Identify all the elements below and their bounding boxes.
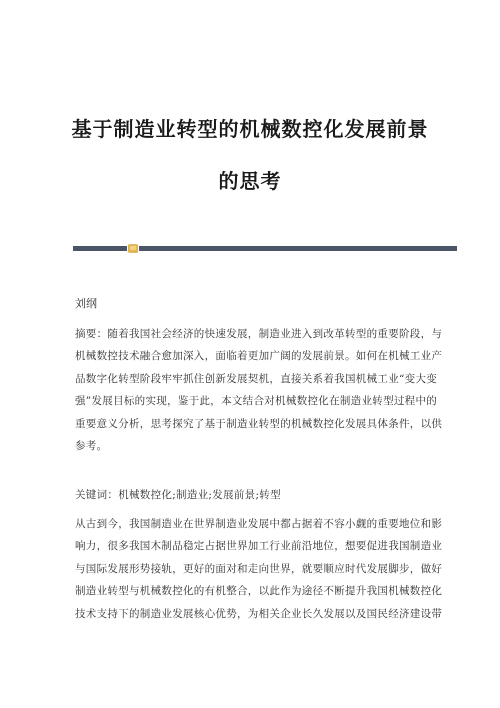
abstract-line: 重要意义分析，思考探究了基于制造业转型的机械数控化发展具体条件，以供 [75,417,443,430]
body-paragraph [75,513,443,625]
abstract-paragraph [75,323,443,457]
document-title-line-2: 的思考 [218,169,282,193]
author-name: 刘纲 [75,297,97,310]
keywords-text: 关键词：机械数控化;制造业;发展前景;转型 [75,489,281,501]
title-divider [73,246,457,251]
abstract-line: 摘要：随着我国社会经济的快速发展，制造业进入到改革转型的重要阶段，与 [75,328,443,340]
keywords-line [75,484,430,506]
body-line: 响力，很多我国木制品稳定占据世界加工行业前沿地位，想要促进我国制造业 [75,540,443,553]
divider-bar-left [73,246,127,251]
body-line: 制造业转型与机械数控化的有机整合，以此作为途径不断提升我国机械数控化 [75,585,443,598]
abstract-line: 机械数控技术融合愈加深入，面临着更加广阔的发展前景。如何在机械工业产 [75,350,443,363]
abstract-line: 强”发展目标的实现，鉴于此，本文结合对机械数控化在制造业转型过程中的 [75,395,438,408]
document-title-line-1: 基于制造业转型的机械数控化发展前景 [71,117,429,141]
body-line: 与国际发展形势接轨，更好的面对和走向世界，就要顺应时代发展脚步，做好 [75,562,443,575]
divider-badge-icon [128,244,138,253]
abstract-line: 参考。 [75,440,108,453]
body-line: 从古到今，我国制造业在世界制造业发展中都占据着不容小觑的重要地位和影 [75,518,443,530]
divider-bar-right [139,246,457,251]
abstract-line: 品数字化转型阶段牢牢抓住创新发展契机，直接关系着我国机械工业“变大变 [75,372,438,385]
body-line: 技术支持下的制造业发展核心优势，为相关企业长久发展以及国民经济建设带 [75,607,443,620]
